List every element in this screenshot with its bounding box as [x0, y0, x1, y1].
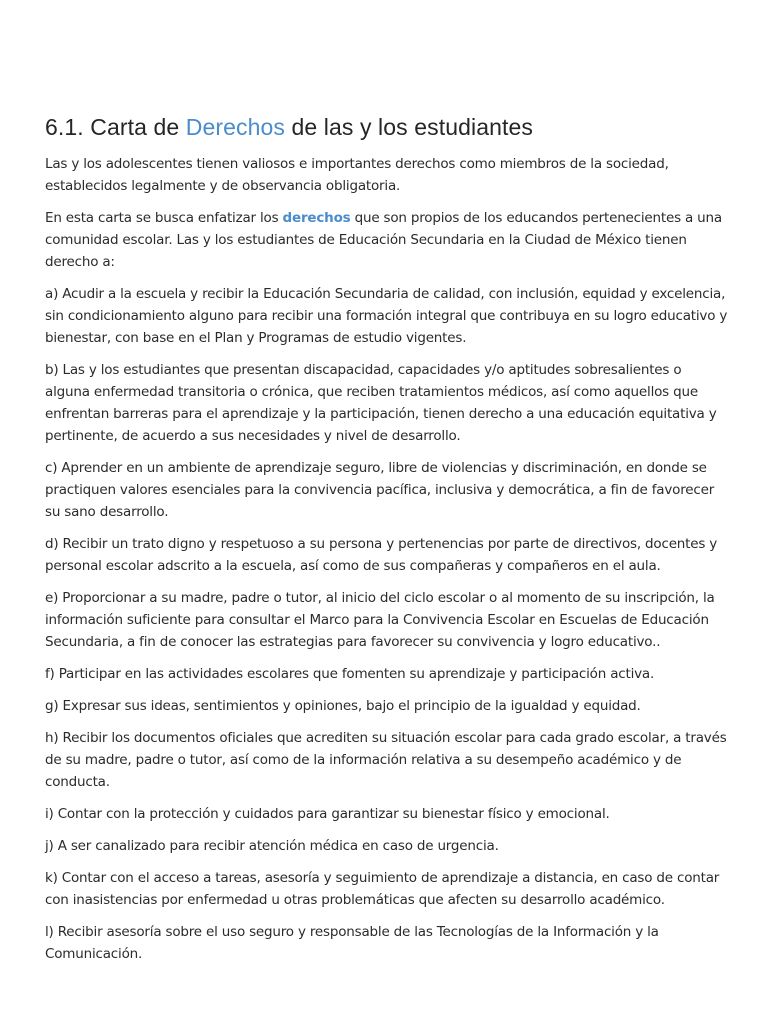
- title-suffix: de las y los estudiantes: [285, 114, 533, 140]
- right-item-e: e) Proporcionar a su madre, padre o tutor, al inicio del ciclo escolar o al momento de su inscripción, la información suficiente para consultar el Marco para la Convivencia Escolar en Escuelas de Educación Secundaria, a fin de conocer las estrategias para favorecer su convivencia y logro educativo..: [45, 590, 715, 650]
- right-item-d: d) Recibir un trato digno y respetuoso a su persona y pertenencias por parte de directivos, docentes y personal escolar adscrito a la escuela, así como de sus compañeras y compañeros en el aula.: [45, 536, 718, 574]
- derechos-link[interactable]: derechos: [282, 210, 351, 226]
- right-item-b: b) Las y los estudiantes que presentan discapacidad, capacidades y/o aptitudes sobresalientes o alguna enfermedad transitoria o crónica, que reciben tratamientos médicos, así como aquellos que enfrentan barreras para el aprendizaje y la participación, tienen derecho a una educación equitativa y pertinente, de acuerdo a sus necesidades y nivel de desarrollo.: [45, 362, 717, 444]
- right-item-h: h) Recibir los documentos oficiales que acrediten su situación escolar para cada grado escolar, a través de su madre, padre o tutor, así como de la información relativa a su desempeño académico y de conducta.: [45, 730, 727, 790]
- right-item-a: a) Acudir a la escuela y recibir la Educación Secundaria de calidad, con inclusión, equidad y excelencia, sin condicionamiento alguno para recibir una formación integral que contribuya en su logro educativo y bienestar, con base en el Plan y Programas de estudio vigentes.: [45, 286, 728, 346]
- intro-paragraph: Las y los adolescentes tienen valiosos e importantes derechos como miembros de la sociedad, establecidos legalmente y de observancia obligatoria.: [45, 156, 669, 194]
- right-item-c: c) Aprender en un ambiente de aprendizaje seguro, libre de violencias y discriminación, en donde se practiquen valores esenciales para la convivencia pacífica, inclusiva y democrática, a fin de favorecer su sano desarrollo.: [45, 460, 715, 520]
- right-item-k: k) Contar con el acceso a tareas, asesoría y seguimiento de aprendizaje a distancia, en caso de contar con inasistencias por enfermedad u otras problemáticas que afecten su desarrollo académico.: [45, 870, 720, 908]
- title-prefix: 6.1. Carta de: [45, 114, 186, 140]
- right-item-i: i) Contar con la protección y cuidados para garantizar su bienestar físico y emocional.: [45, 806, 610, 822]
- right-item-f: f) Participar en las actividades escolares que fomenten su aprendizaje y participación activa.: [45, 666, 655, 682]
- right-item-l: l) Recibir asesoría sobre el uso seguro y responsable de las Tecnologías de la Información y la Comunicación.: [45, 924, 659, 962]
- title-highlight: Derechos: [185, 114, 286, 140]
- lead-text-before: En esta carta se busca enfatizar los: [45, 210, 283, 226]
- lead-text-after: que son propios de los educandos pertenecientes a una comunidad escolar. Las y los estudiantes de Educación Secundaria en la Ciudad de México tienen derecho a:: [45, 210, 722, 270]
- lead-paragraph: [45, 207, 728, 273]
- section-title: [45, 112, 728, 142]
- right-item-j: j) A ser canalizado para recibir atención médica en caso de urgencia.: [45, 838, 499, 854]
- right-item-g: g) Expresar sus ideas, sentimientos y opiniones, bajo el principio de la igualdad y equidad.: [45, 698, 641, 714]
